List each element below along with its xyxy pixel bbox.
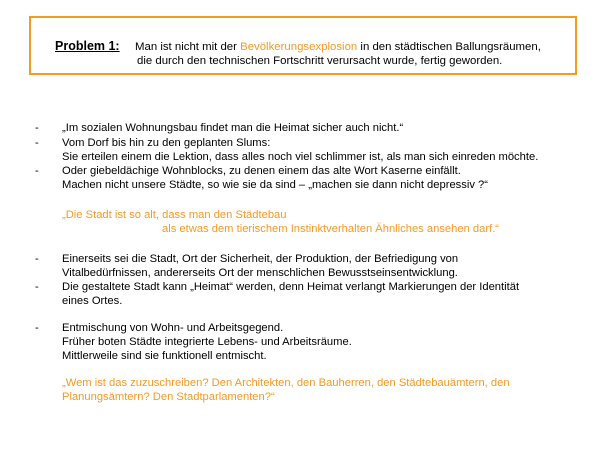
bullet-dash: - (35, 281, 39, 293)
list-item-text: Früher boten Städte integrierte Lebens- und Arbeitsräume. (62, 336, 352, 348)
list-item-text: Einerseits sei die Stadt, Ort der Sicherheit, der Produktion, der Befriedigung von (62, 253, 459, 265)
problem-text-post: in den städtischen Ballungsräumen, (357, 41, 541, 53)
list-item-text: „Im sozialen Wohnungsbau findet man die Heimat sicher auch nicht.“ (62, 122, 404, 134)
highlight-term: Bevölkerungsexplosion (240, 41, 358, 53)
list-item-text: Oder giebeldächige Wohnblocks, zu denen einem das alte Wort Kaserne einfällt. (62, 165, 461, 177)
list-item-text: Die gestaltete Stadt kann „Heimat“ werden, denn Heimat verlangt Markierungen der Identität (62, 281, 520, 293)
bullet-dash: - (35, 137, 39, 149)
list-item-text: Entmischung von Wohn- und Arbeitsgegend. (62, 322, 284, 334)
quote-line: Planungsämtern? Den Stadtparlamenten?“ (62, 391, 275, 403)
list-item-text: Vitalbedürfnissen, andererseits Ort der menschlichen Bewusstseinsentwicklung. (62, 267, 458, 279)
quote-line: als etwas dem tierischem Instinktverhalten Ähnliches ansehen darf.“ (162, 223, 500, 235)
list-item-text: Machen nicht unsere Städte, so wie sie da sind – „machen sie dann nicht depressiv ?“ (62, 179, 488, 191)
problem-text-pre: Man ist nicht mit der (135, 41, 241, 53)
problem-statement-line-1 (135, 40, 541, 54)
problem-label: Problem 1: (55, 39, 120, 53)
list-item-text: Vom Dorf bis hin zu den geplanten Slums: (62, 137, 271, 149)
bullet-dash: - (35, 122, 39, 134)
quote-line: „Wem ist das zuzuschreiben? Den Architekten, den Bauherren, den Städtebauämtern, den (62, 377, 510, 389)
list-item-text: Sie erteilen einem die Lektion, dass alles noch viel schlimmer ist, als man sich einreden möchte. (62, 151, 539, 163)
list-item-text: eines Ortes. (62, 295, 123, 307)
bullet-dash: - (35, 165, 39, 177)
bullet-dash: - (35, 253, 39, 265)
bullet-dash: - (35, 322, 39, 334)
quote-line: „Die Stadt ist so alt, dass man den Städtebau (62, 209, 287, 221)
problem-box (29, 16, 577, 75)
problem-statement-line-2: die durch den technischen Fortschritt verursacht wurde, fertig geworden. (137, 55, 503, 67)
list-item-text: Mittlerweile sind sie funktionell entmischt. (62, 350, 267, 362)
